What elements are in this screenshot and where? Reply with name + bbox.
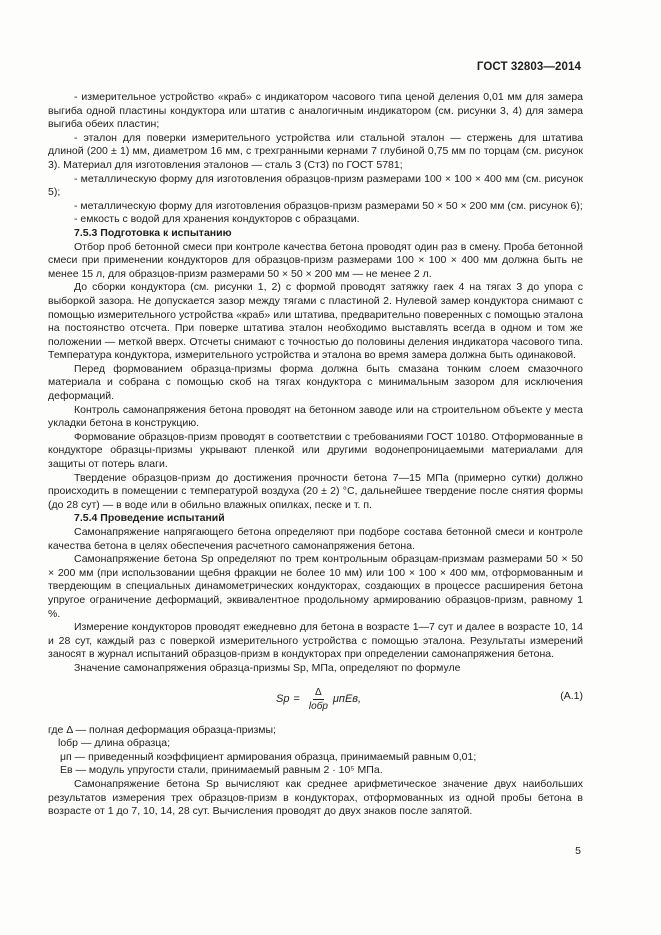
formula-equals: = bbox=[293, 692, 300, 705]
formula-denominator: lобр bbox=[308, 701, 328, 713]
formula-a1 bbox=[48, 680, 583, 720]
paragraph-molding: Формование образцов-призм проводят в соответствии с требованиями ГОСТ 10180. Отформованные в кондукторе образцы-призмы укрывают пленкой или другими водонепроницаемыми материалами для защиты от потерь влаги. bbox=[48, 430, 583, 471]
legend-reinforcement: μп — приведенный коэффициент армирования образца, принимаемый равным 0,01; bbox=[60, 750, 477, 763]
paragraph-control: Контроль самонапряжения бетона проводят на бетонном заводе или на строительном объекте у места укладки бетона в конструкцию. bbox=[48, 403, 583, 430]
document-body bbox=[48, 91, 583, 819]
list-item-form-50: - металлическую форму для изготовления образцов-призм размерами 50 × 50 × 200 мм (см. рисунок 6); bbox=[74, 199, 583, 212]
list-item-form-100: - металлическую форму для изготовления образцов-призм размерами 100 × 100 × 400 мм (см. рисунок 5); bbox=[48, 172, 583, 199]
legend-length: lобр — длина образца; bbox=[58, 737, 171, 750]
formula-lhs: Sp bbox=[276, 692, 290, 705]
formula-factor: μпEв, bbox=[332, 692, 362, 705]
paragraph-sampling: Отбор проб бетонной смеси при контроле качества бетона проводят один раз в смену. Проба бетонной смеси при применении кондукторов для образцов-призм размерами 100 × 100 × 400 мм должна быть не менее 15 л, для образцов-призм размерами 50 × 50 × 200 мм — не менее 2 л. bbox=[48, 240, 583, 280]
paragraph-hardening: Твердение образцов-призм до достижения прочности бетона 7—15 МПа (примерно сутки) должно происходить в помещении с температурой воздуха (20 ± 2) °С, дальнейшее твердение после снятия формы (до 28 сут) — в воде или в обильно влажных опилках, песке и т. п. bbox=[48, 471, 583, 511]
formula-legend bbox=[48, 724, 583, 778]
list-item-measuring-device: - измерительное устройство «краб» с индикатором часового типа ценой деления 0,01 мм для замера выгиба одной пластины кондуктора или штатив с аналогичным индикатором (см. рисунки 3, 4) для замера выгиба обеих пластин; bbox=[48, 91, 583, 131]
formula-number: (А.1) bbox=[560, 689, 583, 702]
legend-modulus: Ев — модуль упругости стали, принимаемый равным 2 · 10⁵ МПа. bbox=[60, 764, 383, 777]
paragraph-self-stress-purpose: Самонапряжение напрягающего бетона определяют при подборе состава бетонной смеси и контроле качества бетона в целях обеспечения расчетного самонапряжения бетона. bbox=[48, 526, 583, 552]
section-heading-preparation: 7.5.3 Подготовка к испытанию bbox=[74, 226, 232, 239]
paragraph-self-stress-method: Самонапряжение бетона Sp определяют по трем контрольным образцам-призмам размерами 50 × 50 × 200 мм (при использовании щебня фракции не более 10 мм) или 100 × 100 × 400 мм, отформованным и твердеющим в специальных динамометрических кондукторах, создающих в процессе расширения бетона упругое ограничение деформаций, эквивалентное продольному армированию образцов-призм, равному 1 %. bbox=[48, 553, 583, 620]
legend-delta: где Δ — полная деформация образца-призмы; bbox=[48, 723, 276, 736]
paragraph-measurement: Измерение кондукторов проводят ежедневно для бетона в возрасте 1—7 сут и далее в возрасте 10, 14 и 28 сут, каждый раз с поверкой измерительного устройства с помощью эталона. Результаты измерений заносят в журнал испытаний образцов-призм в кондукторах при определении самонапряжения бетона. bbox=[48, 621, 583, 661]
paragraph-forming: Перед формованием образца-призмы форма должна быть смазана тонким слоем смазочного материала и собрана с помощью скоб на тягах кондуктора с минимальным зазором для исключения деформаций. bbox=[48, 362, 583, 403]
page-number: 5 bbox=[575, 845, 581, 857]
paragraph-assembly: До сборки кондуктора (см. рисунки 1, 2) с формой проводят затяжку гаек 4 на тягах 3 до упора с выборкой зазора. Не допускается зазор между тягами с пластиной 2. Нулевой замер кондуктора снимают с помощью измерительного устройства «краб» или штатива, предварительно поверенных с помощью эталона на постоянство отсчета. При поверке штатива эталон необходимо выставлять всегда в одном и том же положении — меткой вверх. Отсчеты снимают с точностью до половины деления индикатора часового типа. Температура кондуктора, измерительного устройства и эталона во время замера должна быть одинаковой. bbox=[48, 281, 583, 362]
paragraph-formula-intro: Значение самонапряжения образца-призмы Sp, МПа, определяют по формуле bbox=[74, 661, 461, 674]
standard-header: ГОСТ 32803—2014 bbox=[476, 61, 581, 73]
list-item-water-tank: - емкость с водой для хранения кондукторов с образцами. bbox=[74, 213, 360, 226]
list-item-standard-rod: - эталон для поверки измерительного устройства или стальной эталон — стержень для штатива длиной (200 ± 1) мм, диаметром 16 мм, с трехгранными кернами 7 глубиной 0,75 мм по торцам (см. рисунок 3). Материал для изготовления эталонов — сталь 3 (Ст3) по ГОСТ 5781; bbox=[48, 131, 583, 171]
formula-fraction bbox=[307, 686, 330, 714]
paragraph-self-stress-calc: Самонапряжение бетона Sp вычисляют как среднее арифметическое значение двух наибольших результатов измерения трех образцов-призм в кондукторах, отформованных из одной пробы бетона в возрасте от 1 до 7, 10, 14, 28 сут. Вычисления проводят до двух знаков после запятой. bbox=[48, 777, 583, 818]
section-heading-testing: 7.5.4 Проведение испытаний bbox=[74, 512, 225, 525]
formula-numerator: Δ bbox=[313, 686, 324, 701]
